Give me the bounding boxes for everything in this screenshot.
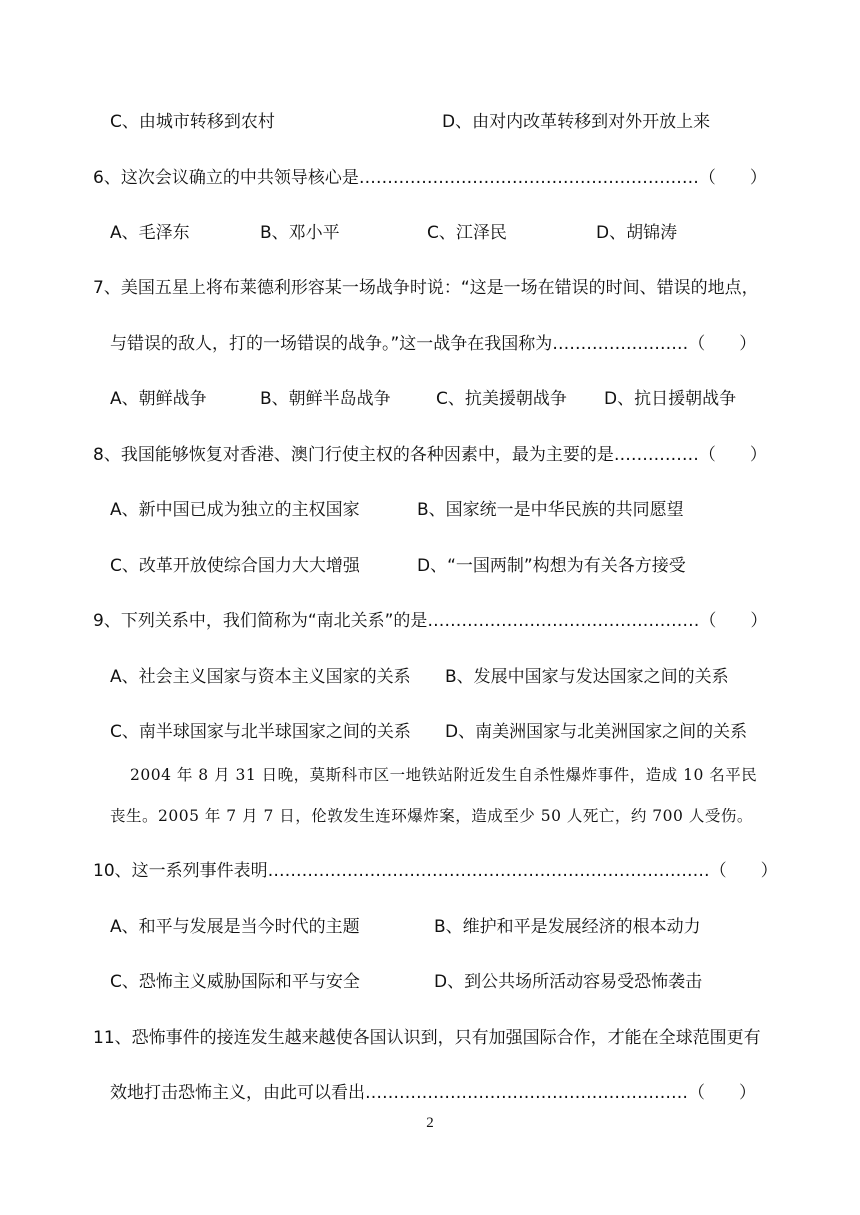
material-line2: 丧生。2005 年 7 月 7 日，伦敦发生连环爆炸案，造成至少 50 人死亡，约 700 人受伤。 xyxy=(110,807,753,825)
q9-option-a: A、社会主义国家与资本主义国家的关系 xyxy=(110,667,411,687)
q9-option-d: D、南美洲国家与北美洲国家之间的关系 xyxy=(445,722,748,742)
q11-stem-line1: 11、恐怖事件的接连发生越来越使各国认识到，只有加强国际合作，才能在全球范围更有 xyxy=(93,1028,761,1048)
q8-option-b: B、国家统一是中华民族的共同愿望 xyxy=(417,500,684,520)
q6-option-a: A、毛泽东 xyxy=(110,223,190,243)
q11-stem-line2: 效地打击恐怖主义，由此可以看出…………………………………………………（ ） xyxy=(110,1083,756,1103)
q6-option-b: B、邓小平 xyxy=(260,223,340,243)
q8-option-d: D、“一国两制”构想为有关各方接受 xyxy=(417,556,686,576)
q7-option-b: B、朝鲜半岛战争 xyxy=(260,389,391,409)
q8-stem: 8、我国能够恢复对香港、澳门行使主权的各种因素中，最为主要的是……………（ ） xyxy=(93,445,767,465)
q7-option-d: D、抗日援朝战争 xyxy=(604,389,737,409)
q7-stem-line2: 与错误的敌人，打的一场错误的战争。”这一战争在我国称为……………………（ ） xyxy=(110,334,757,354)
q10-stem: 10、这一系列事件表明……………………………………………………………………（ ） xyxy=(93,861,778,881)
q10-option-a: A、和平与发展是当今时代的主题 xyxy=(110,917,360,937)
q5-option-d: D、由对内改革转移到对外开放上来 xyxy=(442,112,711,132)
q9-option-c: C、南半球国家与北半球国家之间的关系 xyxy=(110,722,411,742)
q6-stem: 6、这次会议确立的中共领导核心是……………………………………………………（ ） xyxy=(93,168,767,188)
q9-stem: 9、下列关系中，我们简称为“南北关系”的是…………………………………………（ ） xyxy=(93,611,768,631)
q5-option-c: C、由城市转移到农村 xyxy=(110,112,275,132)
q10-option-c: C、恐怖主义威胁国际和平与安全 xyxy=(110,972,360,992)
page-number: 2 xyxy=(426,1115,434,1131)
q8-option-a: A、新中国已成为独立的主权国家 xyxy=(110,500,360,520)
q10-option-d: D、到公共场所活动容易受恐怖袭击 xyxy=(434,972,703,992)
q7-option-c: C、抗美援朝战争 xyxy=(436,389,567,409)
q6-option-d: D、胡锦涛 xyxy=(596,223,678,243)
q7-option-a: A、朝鲜战争 xyxy=(110,389,207,409)
q8-option-c: C、改革开放使综合国力大大增强 xyxy=(110,556,360,576)
q6-option-c: C、江泽民 xyxy=(427,223,507,243)
q9-option-b: B、发展中国家与发达国家之间的关系 xyxy=(445,667,729,687)
material-line1: 2004 年 8 月 31 日晚，莫斯科市区一地铁站附近发生自杀性爆炸事件，造成 10 名平民 xyxy=(130,766,758,784)
q7-stem-line1: 7、美国五星上将布莱德利形容某一场战争时说：“这是一场在错误的时间、错误的地点， xyxy=(93,278,759,298)
q10-option-b: B、维护和平是发展经济的根本动力 xyxy=(434,917,701,937)
